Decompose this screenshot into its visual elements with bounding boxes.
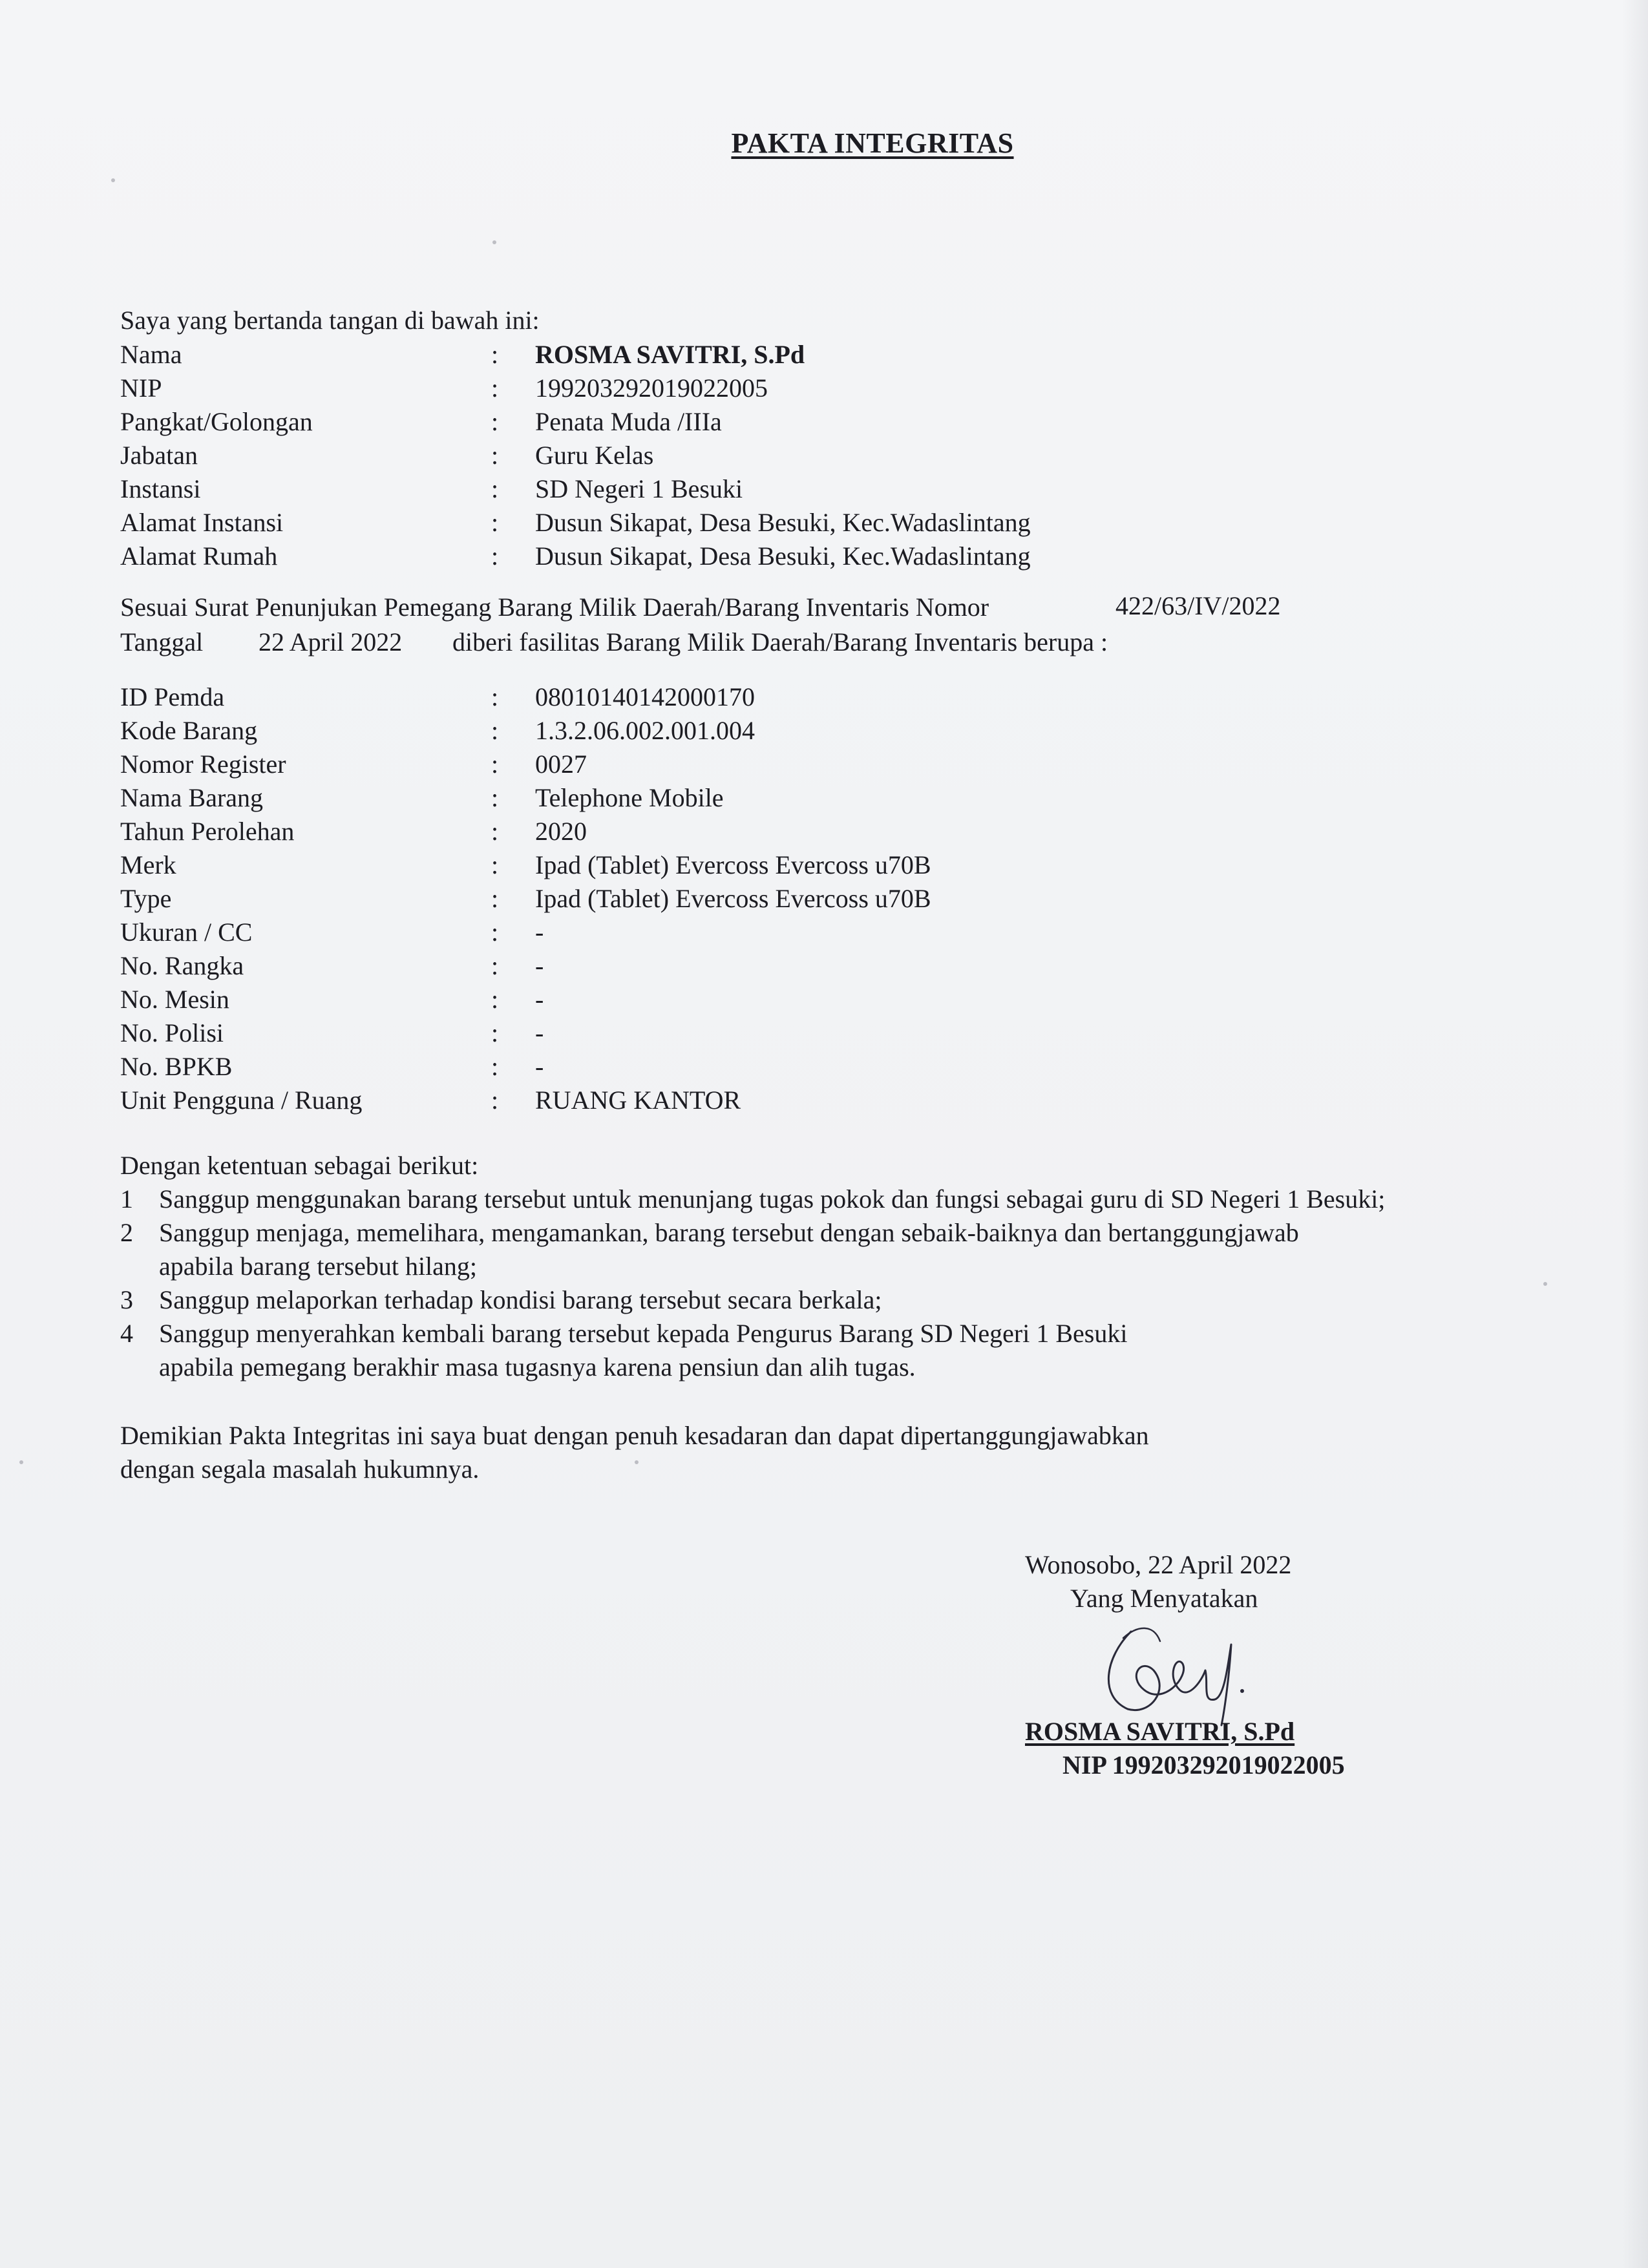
colon: : [491,1086,499,1115]
colon: : [491,373,499,403]
scan-speck [635,1460,639,1464]
item-label: No. Rangka [120,951,244,980]
scan-speck [111,178,115,182]
colon: : [491,682,499,711]
term-text: Sanggup menggunakan barang tersebut untuk menunjang tugas pokok dan fungsi sebagai guru di SD Negeri 1 Besuki; [159,1184,1386,1213]
identity-value: Dusun Sikapat, Desa Besuki, Kec.Wadaslintang [535,508,1031,537]
colon: : [491,716,499,745]
term-text-continued: apabila pemegang berakhir masa tugasnya karena pensiun dan alih tugas. [159,1352,916,1381]
identity-label: Nama [120,340,182,369]
term-number: 4 [120,1319,133,1348]
reference-text: Sesuai Surat Penunjukan Pemegang Barang Milik Daerah/Barang Inventaris Nomor [120,593,989,622]
identity-label: Jabatan [120,441,198,470]
colon: : [491,783,499,812]
identity-label: Pangkat/Golongan [120,407,313,436]
colon: : [491,918,499,947]
colon: : [491,474,499,503]
terms-intro: Dengan ketentuan sebagai berikut: [120,1151,479,1180]
reference-date: 22 April 2022 [259,627,403,656]
term-number: 3 [120,1285,133,1314]
identity-label: Alamat Instansi [120,508,284,537]
item-label: Merk [120,850,176,879]
item-label: Nama Barang [120,783,264,812]
colon: : [491,441,499,470]
signature-place-date: Wonosobo, 22 April 2022 [1025,1550,1292,1579]
colon: : [491,850,499,879]
reference-facility-text: diberi fasilitas Barang Milik Daerah/Barang Inventaris berupa : [452,627,1108,656]
item-label: Tahun Perolehan [120,817,295,846]
scan-speck [1543,1282,1547,1286]
colon: : [491,508,499,537]
identity-value: 199203292019022005 [535,373,768,403]
item-label: Type [120,884,172,913]
colon: : [491,1052,499,1081]
item-value: Ipad (Tablet) Evercoss Evercoss u70B [535,884,931,913]
closing-text: dengan segala masalah hukumnya. [120,1454,480,1484]
item-value: 2020 [535,817,587,846]
item-value: - [535,985,544,1014]
item-label: Nomor Register [120,750,286,779]
item-value: RUANG KANTOR [535,1086,741,1115]
identity-value-name: ROSMA SAVITRI, S.Pd [535,340,805,369]
item-label: No. Mesin [120,985,229,1014]
term-text-continued: apabila barang tersebut hilang; [159,1252,478,1281]
identity-value: Penata Muda /IIIa [535,407,722,436]
colon: : [491,817,499,846]
signer-name: ROSMA SAVITRI, S.Pd [1025,1717,1295,1746]
term-number: 1 [120,1184,133,1213]
term-number: 2 [120,1218,133,1247]
reference-date-label: Tanggal [120,627,204,656]
colon: : [491,407,499,436]
signer-nip: NIP 199203292019022005 [1062,1750,1345,1780]
colon: : [491,750,499,779]
reference-number: 422/63/IV/2022 [1115,591,1281,620]
term-text: Sanggup melaporkan terhadap kondisi barang tersebut secara berkala; [159,1285,882,1314]
item-value: - [535,1018,544,1047]
item-value: Ipad (Tablet) Evercoss Evercoss u70B [535,850,931,879]
colon: : [491,541,499,571]
signature-role: Yang Menyatakan [1070,1584,1258,1613]
item-value: 08010140142000170 [535,682,755,711]
document-title: PAKTA INTEGRITAS [731,127,1014,159]
item-label: Ukuran / CC [120,918,253,947]
colon: : [491,951,499,980]
colon: : [491,985,499,1014]
identity-label: NIP [120,373,162,403]
intro-text: Saya yang bertanda tangan di bawah ini: [120,306,540,335]
identity-value: SD Negeri 1 Besuki [535,474,743,503]
item-value: 1.3.2.06.002.001.004 [535,716,755,745]
page-edge-shadow [1622,0,1648,2268]
identity-value: Dusun Sikapat, Desa Besuki, Kec.Wadaslintang [535,541,1031,571]
item-value: - [535,951,544,980]
item-label: ID Pemda [120,682,225,711]
item-label: No. Polisi [120,1018,224,1047]
scan-speck [492,240,496,244]
colon: : [491,340,499,369]
item-label: Unit Pengguna / Ruang [120,1086,363,1115]
handwritten-signature [1092,1619,1260,1728]
item-label: Kode Barang [120,716,258,745]
item-value: - [535,918,544,947]
colon: : [491,1018,499,1047]
scan-speck [19,1460,23,1464]
colon: : [491,884,499,913]
identity-label: Alamat Rumah [120,541,278,571]
term-text: Sanggup menyerahkan kembali barang tersebut kepada Pengurus Barang SD Negeri 1 Besuki [159,1319,1128,1348]
closing-text: Demikian Pakta Integritas ini saya buat dengan penuh kesadaran dan dapat dipertanggungjawabkan [120,1421,1149,1450]
item-value: Telephone Mobile [535,783,724,812]
item-value: - [535,1052,544,1081]
identity-value: Guru Kelas [535,441,654,470]
item-label: No. BPKB [120,1052,233,1081]
term-text: Sanggup menjaga, memelihara, mengamankan, barang tersebut dengan sebaik-baiknya dan bertanggungjawab [159,1218,1299,1247]
identity-label: Instansi [120,474,201,503]
item-value: 0027 [535,750,587,779]
